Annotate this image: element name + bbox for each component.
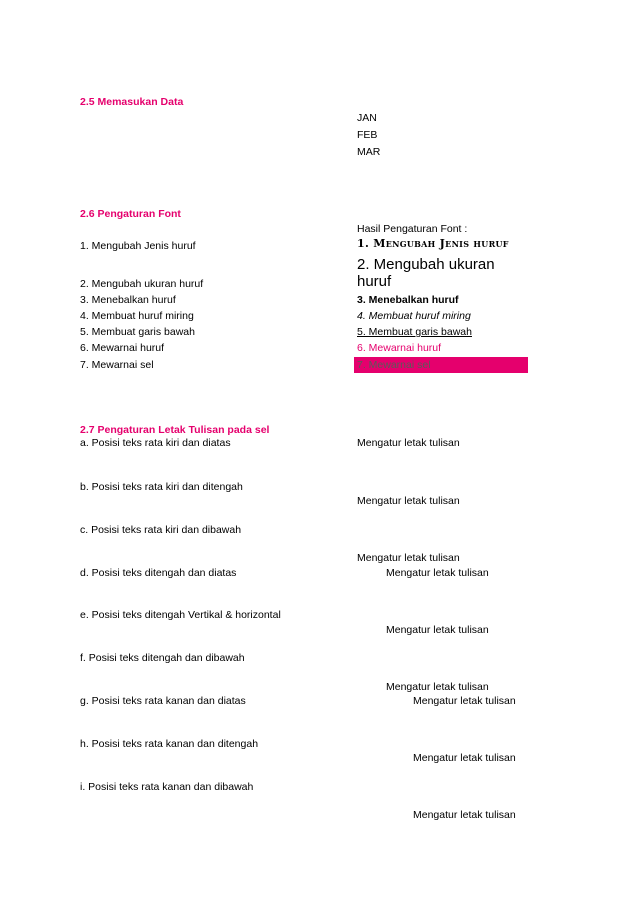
alignment-item-c: c. Posisi teks rata kiri dan dibawah (80, 524, 242, 536)
alignment-item-h: h. Posisi teks rata kanan dan ditengah (80, 738, 259, 750)
font-result-6: 6. Mewarnai huruf (357, 342, 442, 354)
alignment-sample-i: Mengatur letak tulisan (413, 809, 516, 821)
font-result-2a: 2. Mengubah ukuran (357, 256, 495, 273)
font-item-5: 5. Membuat garis bawah (80, 326, 195, 338)
alignment-item-b: b. Posisi teks rata kiri dan ditengah (80, 481, 243, 493)
font-result-4: 4. Membuat huruf miring (357, 310, 471, 322)
font-item-1: 1. Mengubah Jenis huruf (80, 240, 196, 252)
font-item-3: 3. Menebalkan huruf (80, 294, 176, 306)
alignment-item-g: g. Posisi teks rata kanan dan diatas (80, 695, 246, 707)
font-item-4: 4. Membuat huruf miring (80, 310, 194, 322)
section-2-7-heading: 2.7 Pengaturan Letak Tulisan pada sel (80, 424, 270, 436)
alignment-sample-f: Mengatur letak tulisan (386, 681, 489, 693)
month-cell-jan: JAN (357, 112, 377, 124)
alignment-item-e: e. Posisi teks ditengah Vertikal & horizontal (80, 609, 281, 621)
alignment-sample-e: Mengatur letak tulisan (386, 624, 489, 636)
month-cell-mar: MAR (357, 146, 381, 158)
font-result-3: 3. Menebalkan huruf (357, 294, 459, 306)
font-result-7: 7. Mewarnai sel (357, 359, 431, 371)
font-result-2b: huruf (357, 273, 392, 290)
font-result-5: 5. Membuat garis bawah (357, 326, 472, 338)
alignment-sample-d: Mengatur letak tulisan (386, 567, 489, 579)
alignment-item-a: a. Posisi teks rata kiri dan diatas (80, 437, 231, 449)
section-2-6-heading: 2.6 Pengaturan Font (80, 208, 181, 220)
alignment-item-f: f. Posisi teks ditengah dan dibawah (80, 652, 245, 664)
section-2-5-heading: 2.5 Memasukan Data (80, 96, 184, 108)
month-cell-feb: FEB (357, 129, 378, 141)
alignment-sample-c: Mengatur letak tulisan (357, 552, 460, 564)
alignment-item-d: d. Posisi teks ditengah dan diatas (80, 567, 237, 579)
alignment-item-i: i. Posisi teks rata kanan dan dibawah (80, 781, 254, 793)
font-item-7: 7. Mewarnai sel (80, 359, 154, 371)
font-result-title: Hasil Pengaturan Font : (357, 223, 468, 235)
alignment-sample-b: Mengatur letak tulisan (357, 495, 460, 507)
font-item-6: 6. Mewarnai huruf (80, 342, 165, 354)
font-result-1: 1. Mengubah Jenis huruf (357, 237, 509, 250)
font-item-2: 2. Mengubah ukuran huruf (80, 278, 204, 290)
alignment-sample-h: Mengatur letak tulisan (413, 752, 516, 764)
alignment-sample-g: Mengatur letak tulisan (413, 695, 516, 707)
alignment-sample-a: Mengatur letak tulisan (357, 437, 460, 449)
